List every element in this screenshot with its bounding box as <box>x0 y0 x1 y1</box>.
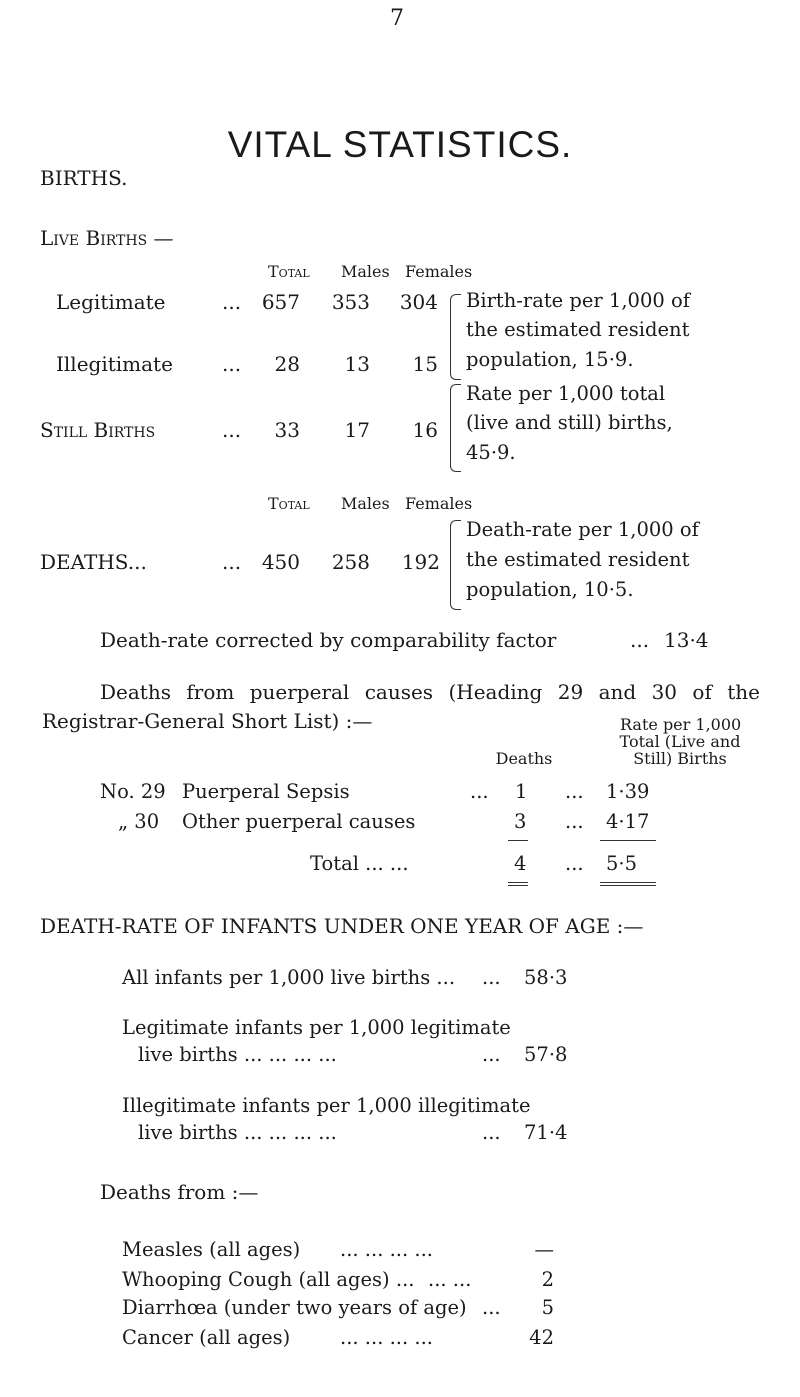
legitimate-females: 304 <box>399 290 438 314</box>
deaths-from-cause: Whooping Cough (all ages) ... <box>122 1268 415 1291</box>
infant-rate-label: live births ... ... ... ... <box>138 1121 337 1144</box>
row-dots: ... ... <box>428 1268 472 1291</box>
births-heading: BIRTHS. <box>40 166 128 190</box>
row-dots: ... <box>470 780 489 803</box>
infant-rate-value: 58·3 <box>524 966 568 989</box>
deaths-label: DEATHS... <box>40 550 147 574</box>
birth-rate-line: population, 15·9. <box>466 348 634 371</box>
puerperal-deaths: 3 <box>514 810 527 833</box>
still-births-males: 17 <box>344 418 370 442</box>
puerperal-intro-line: Registrar-General Short List) :— <box>42 709 373 733</box>
page-title: VITAL STATISTICS. <box>227 124 573 165</box>
corrected-rate-value: 13·4 <box>664 628 709 652</box>
deaths-females: 192 <box>401 550 440 574</box>
row-dots: ... ... ... ... <box>340 1326 433 1349</box>
row-dots: ... <box>222 418 242 442</box>
infant-heading: DEATH-RATE OF INFANTS UNDER ONE YEAR OF AGE :— <box>40 914 644 938</box>
legitimate-total: 657 <box>261 290 300 314</box>
bracket <box>450 384 461 472</box>
still-rate-line: (live and still) births, <box>466 411 673 434</box>
row-dots: ... ... ... ... <box>340 1238 433 1261</box>
puerperal-rate: 1·39 <box>606 780 650 803</box>
illegitimate-total: 28 <box>274 352 300 376</box>
rate-header-line: Rate per 1,000 <box>620 715 742 734</box>
col-total-header: Total <box>268 262 310 281</box>
bracket <box>450 294 461 380</box>
puerperal-cause: Puerperal Sepsis <box>182 780 350 803</box>
sum-rule <box>508 885 528 886</box>
infant-rate-value: 71·4 <box>524 1121 568 1144</box>
illegitimate-females: 15 <box>412 352 438 376</box>
row-dots: ... <box>630 628 650 652</box>
infant-rate-label: Illegitimate infants per 1,000 illegitimate <box>122 1094 531 1117</box>
sum-rule <box>600 885 656 886</box>
live-births-heading: Live Births — <box>40 226 174 250</box>
deaths-total: 450 <box>261 550 300 574</box>
deaths-header: Deaths <box>495 749 553 768</box>
col-males-header: Males <box>341 262 390 281</box>
deaths-from-value: 2 <box>541 1268 554 1291</box>
col-females-header: Females <box>405 262 473 281</box>
death-rate-line: Death-rate per 1,000 of <box>466 518 699 541</box>
rate-header-line: Total (Live and <box>619 732 741 751</box>
deaths-col-males-header: Males <box>341 494 390 513</box>
puerperal-intro-line: Deaths from puerperal causes (Heading 29 and 30 of the <box>100 680 760 704</box>
deaths-from-cause: Cancer (all ages) <box>122 1326 291 1349</box>
deaths-males: 258 <box>331 550 370 574</box>
puerperal-no: No. 29 <box>100 780 166 803</box>
row-dots: ... <box>565 852 584 875</box>
still-births-total: 33 <box>274 418 300 442</box>
row-dots: ... <box>565 780 584 803</box>
sum-rule <box>508 840 528 841</box>
puerperal-total-rate: 5·5 <box>606 852 638 875</box>
puerperal-total-deaths: 4 <box>514 852 527 875</box>
deaths-from-value: — <box>534 1238 554 1261</box>
deaths-col-total-header: Total <box>268 494 310 513</box>
infant-rate-label: live births ... ... ... ... <box>138 1043 337 1066</box>
puerperal-deaths: 1 <box>515 780 528 803</box>
row-dots: ... <box>482 966 501 989</box>
puerperal-total-label: Total ... ... <box>310 852 409 875</box>
row-dots: ... <box>222 290 242 314</box>
puerperal-no: „ 30 <box>118 810 160 833</box>
deaths-from-value: 42 <box>529 1326 554 1349</box>
row-dots: ... <box>482 1043 501 1066</box>
row-dots: ... <box>482 1296 501 1319</box>
puerperal-rate: 4·17 <box>606 810 650 833</box>
row-dots: ... <box>222 550 242 574</box>
still-rate-line: 45·9. <box>466 441 516 464</box>
sum-rule <box>508 882 528 883</box>
still-rate-line: Rate per 1,000 total <box>466 382 666 405</box>
infant-rate-label: Legitimate infants per 1,000 legitimate <box>122 1016 511 1039</box>
deaths-from-cause: Measles (all ages) <box>122 1238 301 1261</box>
deaths-from-value: 5 <box>541 1296 554 1319</box>
row-label-still-births: Still Births <box>40 418 156 442</box>
row-dots: ... <box>482 1121 501 1144</box>
birth-rate-line: the estimated resident <box>466 318 690 341</box>
infant-rate-value: 57·8 <box>524 1043 568 1066</box>
infant-rate-label: All infants per 1,000 live births ... <box>122 966 456 989</box>
bracket <box>450 520 461 610</box>
illegitimate-males: 13 <box>344 352 370 376</box>
deaths-from-heading: Deaths from :— <box>100 1180 259 1204</box>
sum-rule <box>600 882 656 883</box>
row-dots: ... <box>565 810 584 833</box>
birth-rate-line: Birth-rate per 1,000 of <box>466 289 690 312</box>
row-label-illegitimate: Illegitimate <box>56 352 173 376</box>
rate-header-line: Still) Births <box>633 749 727 768</box>
still-births-females: 16 <box>412 418 438 442</box>
deaths-col-females-header: Females <box>405 494 473 513</box>
puerperal-cause: Other puerperal causes <box>182 810 416 833</box>
legitimate-males: 353 <box>331 290 370 314</box>
row-label-legitimate: Legitimate <box>56 290 166 314</box>
death-rate-line: the estimated resident <box>466 548 690 571</box>
row-dots: ... <box>222 352 242 376</box>
page-number: 7 <box>390 6 404 31</box>
deaths-from-cause: Diarrhœa (under two years of age) <box>122 1296 467 1319</box>
corrected-rate-label: Death-rate corrected by comparability factor <box>100 628 557 652</box>
sum-rule <box>600 840 656 841</box>
death-rate-line: population, 10·5. <box>466 578 634 601</box>
